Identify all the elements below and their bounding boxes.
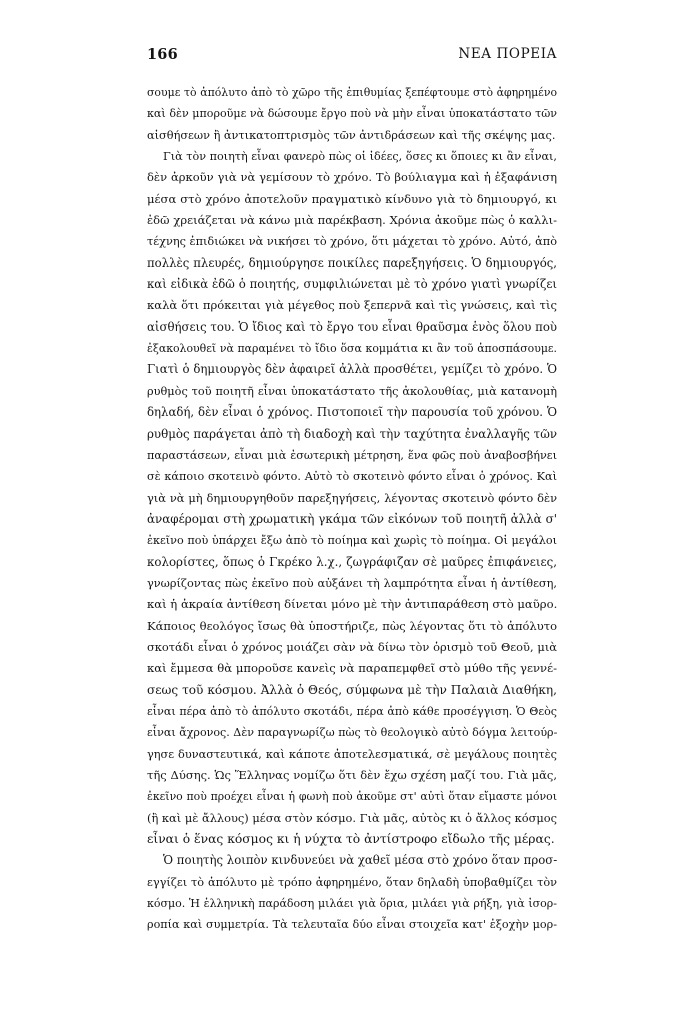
text-line: ρυθμὸς παράγεται ἀπὸ τὴ διαδοχὴ καὶ τὴν ταχύτητα ἐναλλαγῆς τῶν: [147, 426, 557, 441]
text-line: ἐξακολουθεῖ νὰ παραμένει τὸ ἴδιο ὅσα κομμάτια κι ἂν τοῦ ἀποσπάσουμε.: [147, 342, 557, 356]
text-line: αἰσθήσεων ἢ ἀντικατοπτρισμὸς τῶν ἀντιδράσεων καὶ τῆς σκέψης μας.: [147, 128, 556, 142]
text-line: (ἢ καὶ μὲ ἄλλους) μέσα στὸν κόσμο. Γιὰ μᾶς, αὐτὸς κι ὁ ἄλλος κόσμος: [147, 810, 557, 825]
text-line: ἐδῶ χρειάζεται νὰ κάνω μιὰ παρέκβαση. Χρόνια ἀκοῦμε πὼς ὁ καλλι-: [147, 213, 557, 228]
text-line: ροπία καὶ συμμετρία. Τὰ τελευταῖα δύο εἶναι στοιχεῖα κατ' ἐξοχὴν μορ-: [147, 918, 557, 932]
text-line: δηλαδή, δὲν εἶναι ὁ χρόνος. Πιστοποιεῖ τὴν παρουσία τοῦ χρόνου. Ὁ: [147, 405, 557, 420]
page-header: [147, 46, 557, 66]
running-title: ΝΕΑ ΠΟΡΕΙΑ: [458, 46, 557, 62]
text-line: ἐκεῖνο ποὺ ὑπάρχει ἔξω ἀπὸ τὸ ποίημα καὶ χωρὶς τὸ ποίημα. Οἱ μεγάλοι: [147, 534, 557, 548]
text-line: κολορίστες, ὅπως ὁ Γκρέκο λ.χ., ζωγράφιζαν σὲ μαῦρες ἐπιφάνειες,: [147, 554, 557, 569]
text-line: καὶ δὲν μποροῦμε νὰ δώσουμε ἔργο ποὺ νὰ μὴν εἶναι ὑποκατάστατο τῶν: [147, 107, 557, 121]
page-number: 166: [147, 46, 178, 63]
text-line: σὲ κάποιο σκοτεινὸ φόντο. Αὐτὸ τὸ σκοτεινὸ φόντο εἶναι ὁ χρόνος. Καὶ: [147, 470, 557, 484]
text-line: καὶ εἰδικὰ ἐδῶ ὁ ποιητής, συμφιλιώνεται μὲ τὸ χρόνο γιατὶ γνωρίζει: [147, 277, 557, 292]
text-line: σεως τοῦ κόσμου. Ἀλλὰ ὁ Θεός, σύμφωνα μὲ τὴν Παλαιὰ Διαθήκη,: [147, 682, 557, 697]
text-line: κόσμο. Ἡ ἑλληνικὴ παράδοση μιλάει γιὰ ὅρια, μιλάει γιὰ ρήξη, γιὰ ἰσορ-: [147, 897, 557, 911]
text-line: ἀναφέρομαι στὴ χρωματικὴ γκάμα τῶν εἰκόνων τοῦ ποιητῆ ἀλλὰ σ': [147, 511, 557, 526]
text-line: καλὰ ὅτι πρόκειται γιὰ μέγεθος ποὺ ξεπερνᾶ καὶ τὶς γνώσεις, καὶ τὶς: [147, 298, 557, 313]
text-line: μέσα στὸ χρόνο ἀποτελοῦν πραγματικὸ κίνδυνο γιὰ τὸ δημιουργό, κι: [147, 191, 557, 206]
text-line: τέχνης ἐπιδιώκει νὰ νικήσει τὸ χρόνο, ὅτι μάχεται τὸ χρόνο. Αὐτό, ἀπὸ: [147, 235, 557, 249]
text-line: εἶναι ὁ ἕνας κόσμος κι ἡ νύχτα τὸ ἀντίστροφο εἴδωλο τῆς μέρας.: [147, 832, 555, 847]
text-line: ρυθμὸς τοῦ ποιητῆ εἶναι ὑποκατάστατο τῆς ἀκολουθίας, μιὰ κατανομὴ: [147, 384, 557, 398]
text-line: εἶναι ἄχρονος. Δὲν παραγνωρίζω πὼς τὸ θεολογικὸ αὐτὸ δόγμα λειτούρ-: [147, 726, 557, 740]
text-line: καὶ ἔμμεσα θὰ μποροῦσε κανεὶς νὰ παραπεμφθεῖ στὸ μύθο τῆς γεννέ-: [147, 661, 557, 676]
text-line: Ὁ ποιητὴς λοιπὸν κινδυνεύει νὰ χαθεῖ μέσα στὸ χρόνο ὅταν προσ-: [163, 853, 557, 868]
text-line: καὶ ἡ ἀκραία ἀντίθεση δίνεται μόνο μὲ τὴν ἀντιπαράθεση στὸ μαῦρο.: [147, 597, 557, 612]
text-line: δὲν ἀρκοῦν γιὰ νὰ γεμίσουν τὸ χρόνο. Τὸ βούλιαγμα καὶ ἡ ἐξαφάνιση: [147, 170, 557, 185]
text-line: εἶναι πέρα ἀπὸ τὸ ἀπόλυτο σκοτάδι, πέρα ἀπὸ κάθε προσέγγιση. Ὁ Θεὸς: [147, 704, 557, 718]
text-line: Γιατὶ ὁ δημιουργὸς δὲν ἀφαιρεῖ ἀλλὰ προσθέτει, γεμίζει τὸ χρόνο. Ὁ: [147, 362, 557, 377]
text-line: γνωρίζοντας πὼς ἐκεῖνο ποὺ αὐξάνει τὴ λαμπρότητα εἶναι ἡ ἀντίθεση,: [147, 576, 557, 590]
text-line: Γιὰ τὸν ποιητὴ εἶναι φανερὸ πὼς οἱ ἰδέες, ὅσες κι ὅποιες κι ἂν εἶναι,: [163, 150, 557, 164]
text-line: εγγίζει τὸ ἀπόλυτο μὲ τρόπο ἀφηρημένο, ὅταν δηλαδὴ ὑποβαθμίζει τὸν: [147, 875, 557, 889]
text-line: σουμε τὸ ἀπόλυτο ἀπὸ τὸ χῶρο τῆς ἐπιθυμίας ξεπέφτουμε στὸ ἀφηρημένο: [147, 86, 557, 99]
text-line: παραστάσεων, εἶναι μιὰ ἐσωτερικὴ μέτρηση, ἕνα φῶς ποὺ ἀναβοσβήνει: [147, 448, 557, 462]
text-line: πολλὲς πλευρές, δημιούργησε ποικίλες παρεξηγήσεις. Ὁ δημιουργός,: [147, 255, 557, 270]
text-line: σκοτάδι εἶναι ὁ χρόνος μοιάζει σὰν νὰ δίνω τὸν ὁρισμὸ τοῦ Θεοῦ, μιὰ: [147, 639, 557, 654]
text-line: Κάποιος θεολόγος ἴσως θὰ ὑποστήριζε, πὼς λέγοντας ὅτι τὸ ἀπόλυτο: [147, 618, 557, 633]
text-line: γιὰ νὰ μὴ δημιουργηθοῦν παρεξηγήσεις, λέγοντας σκοτεινὸ φόντο δὲν: [147, 490, 557, 505]
text-line: γησε δυναστευτικά, καὶ κάποτε ἀποτελεσματικά, σὲ μεγάλους ποιητὲς: [147, 747, 557, 761]
text-line: τῆς Δύσης. Ὡς Ἕλληνας νομίζω ὅτι δὲν ἔχω σχέση μαζί του. Γιὰ μᾶς,: [147, 768, 557, 782]
text-line: ἐκεῖνο ποὺ προέχει εἶναι ἡ φωνὴ ποὺ ἀκοῦμε στ' αὐτὶ ὅταν εἴμαστε μόνοι: [147, 790, 557, 804]
body-text: [147, 82, 557, 936]
text-line: αἰσθήσεις του. Ὁ ἴδιος καὶ τὸ ἔργο του εἶναι θραῦσμα ἑνὸς ὅλου ποὺ: [147, 319, 557, 334]
